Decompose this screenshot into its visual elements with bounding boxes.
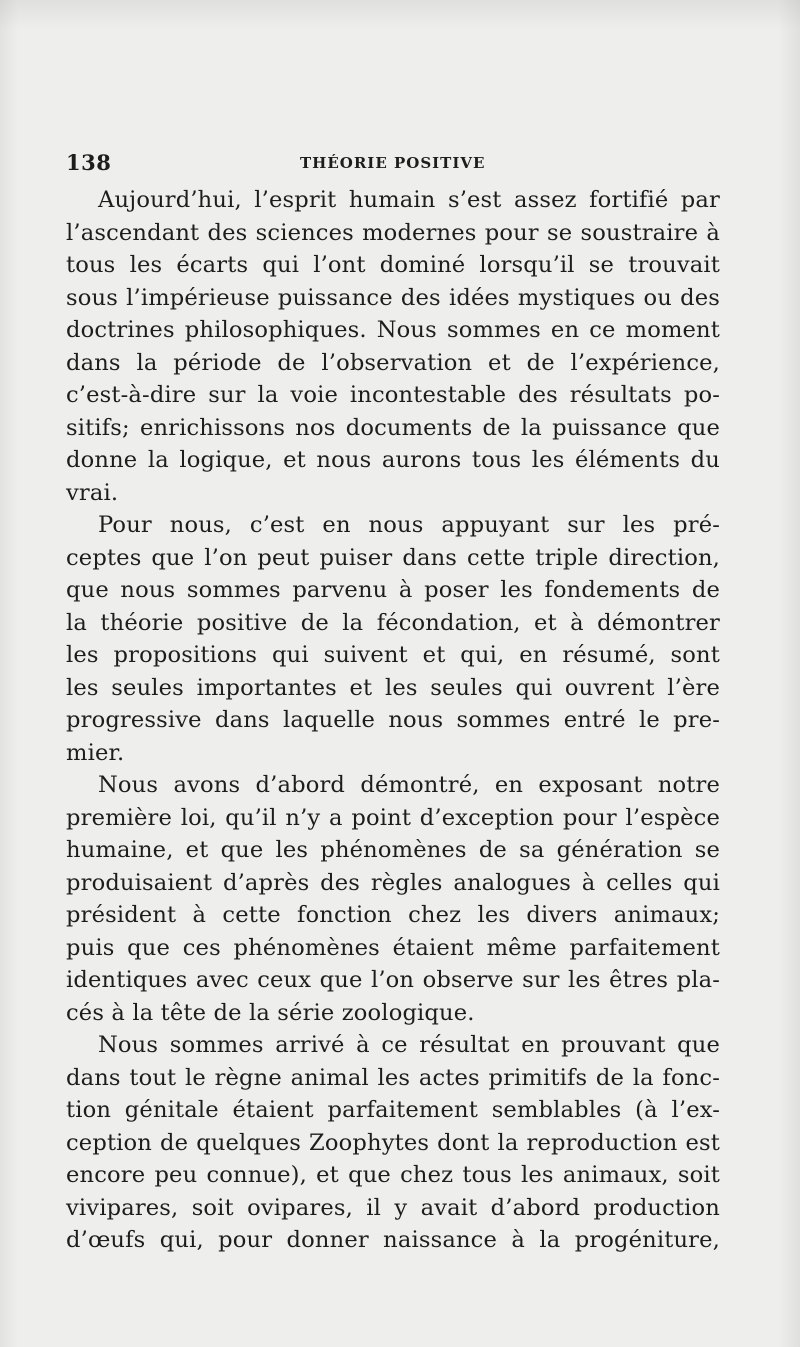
text-line: humaine, et que les phénomènes de sa génération se [66,837,720,863]
text-line: les seules importantes et les seules qui ouvrent l’ère [66,674,720,701]
text-line: cés à la tête de la série zoologique. [66,999,475,1026]
text-line: ception de quelques Zoophytes dont la reproduction est [66,1129,720,1156]
text-line: vivipares, soit ovipares, il y avait d’abord production [66,1194,720,1221]
text-line: première loi, qu’il n’y a point d’exception pour l’espèce [66,804,720,831]
text-line: identiques avec ceux que l’on observe sur les êtres pla- [66,967,720,993]
text-line: ceptes que l’on peut puiser dans cette triple direction, [66,544,720,571]
text-line: sitifs; enrichissons nos documents de la puissance que [66,414,720,441]
text-line: Nous avons d’abord démontré, en exposant notre [98,772,720,798]
body-text [66,184,720,1257]
text-line: doctrines philosophiques. Nous sommes en ce moment [66,317,720,343]
text-line: sous l’impérieuse puissance des idées mystiques ou des [66,284,720,311]
text-line: produisaient d’après des règles analogues à celles qui [66,869,720,896]
text-line: que nous sommes parvenu à poser les fondements de [66,577,720,603]
text-line: les propositions qui suivent et qui, en résumé, sont [66,642,720,668]
text-line: dans la période de l’observation et de l’expérience, [66,349,720,376]
page-number: 138 [66,150,112,175]
text-line: Nous sommes arrivé à ce résultat en prouvant que [98,1032,720,1058]
text-line: l’ascendant des sciences modernes pour se soustraire à [66,219,720,246]
running-title: THÉORIE POSITIVE [300,154,486,172]
text-line: d’œufs qui, pour donner naissance à la progéniture, [66,1227,720,1253]
text-line: président à cette fonction chez les divers animaux; [66,902,720,928]
text-line: c’est-à-dire sur la voie incontestable des résultats po- [66,382,720,408]
text-line: progressive dans laquelle nous sommes entré le pre- [66,707,720,733]
text-line: encore peu connue), et que chez tous les animaux, soit [66,1162,720,1188]
text-line: Pour nous, c’est en nous appuyant sur les pré- [98,512,720,538]
text-line: tion génitale étaient parfaitement semblables (à l’ex- [66,1097,720,1123]
text-line: mier. [66,739,125,766]
text-line: vrai. [66,479,119,506]
text-line: dans tout le règne animal les actes primitifs de la fonc- [66,1064,720,1091]
text-line: tous les écarts qui l’ont dominé lorsqu’il se trouvait [66,252,720,278]
text-line: donne la logique, et nous aurons tous les éléments du [66,447,720,473]
text-line: puis que ces phénomènes étaient même parfaitement [66,934,720,961]
text-line: la théorie positive de la fécondation, et à démontrer [66,609,720,636]
running-head [66,150,720,182]
text-line: Aujourd’hui, l’esprit humain s’est assez fortifié par [98,187,720,213]
